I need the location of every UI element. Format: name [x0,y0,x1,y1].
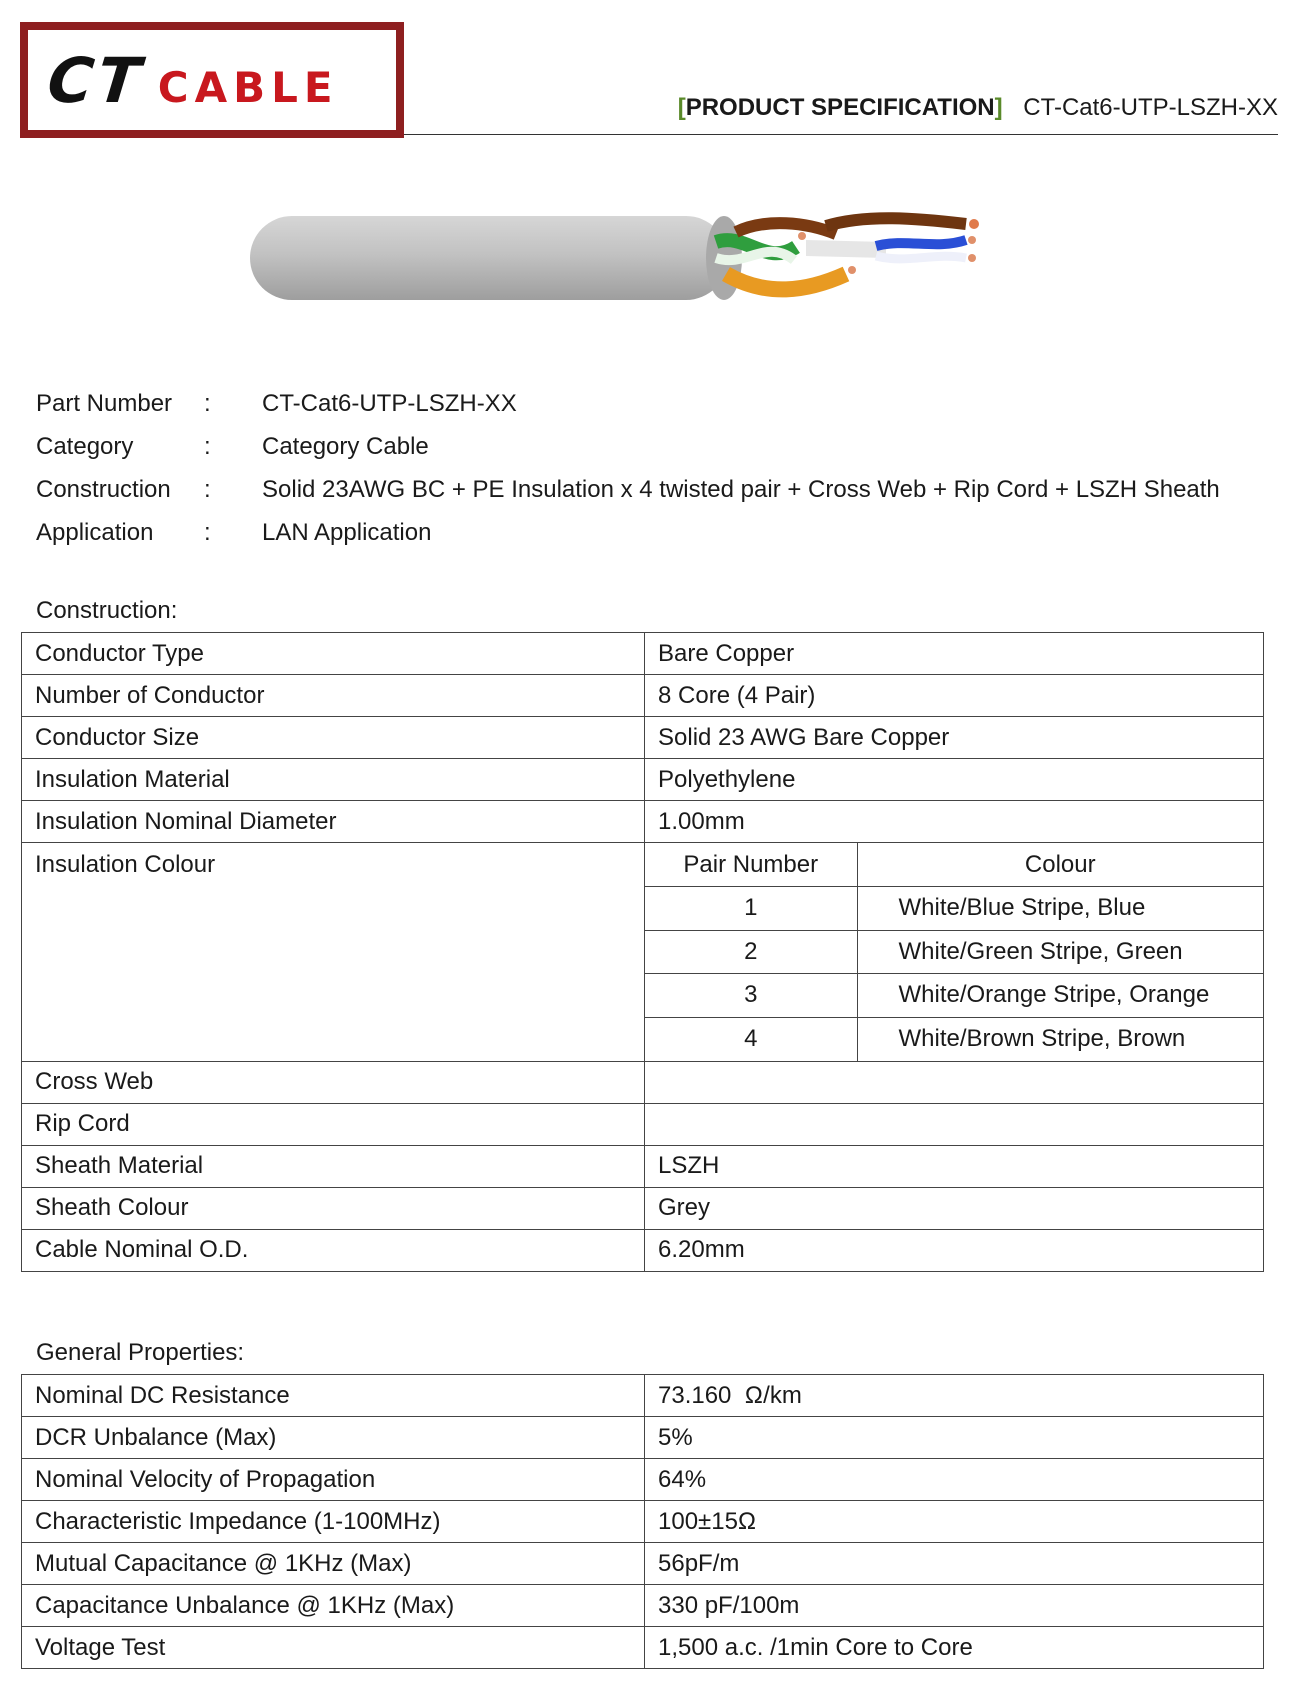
brown-conductor [969,219,979,229]
insulation-colour-row [22,843,1264,1062]
logo-inner [28,30,396,130]
pair-number: 2 [645,930,857,974]
table-row [22,1543,1264,1585]
cable-illustration [246,212,1046,322]
pair-colour-table [645,843,1263,1061]
table-key: Capacitance Unbalance @ 1KHz (Max) [22,1585,645,1627]
table-row [22,1585,1264,1627]
table-key: Conductor Size [22,717,645,759]
table-key: Sheath Colour [22,1187,645,1229]
table-row [22,717,1264,759]
logo-ct-text: CT [44,43,148,117]
table-row [22,1229,1264,1271]
table-value: 1,500 a.c. /1min Core to Core [645,1627,1264,1669]
pair-header-row [645,843,1263,887]
summary-key: Construction [36,475,171,503]
summary-value: LAN Application [262,518,432,546]
table-key: Mutual Capacitance @ 1KHz (Max) [22,1543,645,1585]
table-value: Grey [645,1187,1264,1229]
brown-pair-a [736,223,836,234]
header-part-number: CT-Cat6-UTP-LSZH-XX [1023,94,1278,121]
summary-value: Solid 23AWG BC + PE Insulation x 4 twisted pair + Cross Web + Rip Cord + LSZH Sheath [262,475,1220,503]
summary-row [36,382,1220,425]
table-key: DCR Unbalance (Max) [22,1417,645,1459]
table-key: Sheath Material [22,1145,645,1187]
insulation-colour-cell [645,843,1264,1062]
bracket-open: [ [677,94,686,121]
pair-row [645,974,1263,1018]
pair-number: 4 [645,1017,857,1061]
table-key: Cable Nominal O.D. [22,1229,645,1271]
table-value: 64% [645,1459,1264,1501]
table-row [22,1375,1264,1417]
table-value: 56pF/m [645,1543,1264,1585]
table-key: Voltage Test [22,1627,645,1669]
pair-colour: White/Brown Stripe, Brown [898,1025,1186,1052]
table-value: 330 pF/100m [645,1585,1264,1627]
table-row [22,633,1264,675]
table-key: Cross Web [22,1061,645,1103]
table-value: 100±15Ω [645,1501,1264,1543]
brown-pair-b [826,218,966,226]
pair-colour: White/Blue Stripe, Blue [857,887,1263,931]
table-value: LSZH [645,1145,1264,1187]
table-row [22,1501,1264,1543]
brand-logo [20,22,404,138]
summary-colon: : [204,475,211,503]
table-row [22,1145,1264,1187]
general-properties-table [21,1374,1264,1669]
pair-row [645,887,1263,931]
table-value: 5% [645,1417,1264,1459]
spec-label: PRODUCT SPECIFICATION [685,94,995,121]
blue-conductor [968,236,976,244]
table-value [645,1103,1264,1145]
table-row [22,1103,1264,1145]
table-value: 6.20mm [645,1229,1264,1271]
table-value [645,1061,1264,1103]
table-key: Number of Conductor [22,675,645,717]
pair-number: 1 [645,887,857,931]
pair-colour: White/Green Stripe, Green [857,930,1263,974]
construction-table [21,632,1264,1272]
table-value: 1.00mm [645,801,1264,843]
general-title: General Properties: [36,1339,245,1366]
blue-white-conductor [968,254,976,262]
sheath-shape [250,216,728,300]
table-row [22,1627,1264,1669]
table-row [22,1417,1264,1459]
summary-value: Category Cable [262,432,429,460]
construction-title: Construction: [36,597,178,624]
table-key: Insulation Colour [22,843,645,1062]
table-row [22,801,1264,843]
orange-conductor [848,266,856,274]
blue-pair [876,240,966,246]
table-key: Nominal DC Resistance [22,1375,645,1417]
orange-pair [726,274,846,289]
summary-key: Part Number [36,389,173,417]
document-header [678,94,1278,122]
table-key: Rip Cord [22,1103,645,1145]
table-key: Insulation Nominal Diameter [22,801,645,843]
table-value: 8 Core (4 Pair) [645,675,1264,717]
summary-row [36,468,1220,511]
cross-web [806,240,886,258]
pair-number-header: Pair Number [645,843,857,887]
summary-colon: : [204,389,211,417]
summary-key: Category [36,432,134,460]
table-value: Solid 23 AWG Bare Copper [645,717,1264,759]
table-row [22,1187,1264,1229]
table-value: 73.160 Ω/km [645,1375,1264,1417]
table-value: Polyethylene [645,759,1264,801]
summary-row [36,425,1220,468]
summary-block [36,382,1220,554]
header-divider [404,134,1278,135]
summary-key: Application [36,518,154,546]
summary-colon: : [204,518,211,546]
pair-number: 3 [645,974,857,1018]
bracket-close: ] [994,94,1003,121]
logo-cable-text: CABLE [157,62,339,112]
pair-colour: White/Orange Stripe, Orange [857,974,1263,1018]
green-conductor [798,232,806,240]
table-key: Nominal Velocity of Propagation [22,1459,645,1501]
colour-header: Colour [857,843,1263,887]
pair-row [645,1017,1263,1061]
table-row [22,1459,1264,1501]
table-key: Insulation Material [22,759,645,801]
summary-row [36,511,1220,554]
summary-value: CT-Cat6-UTP-LSZH-XX [262,389,517,417]
pair-row [645,930,1263,974]
table-row [22,675,1264,717]
table-row [22,1061,1264,1103]
table-value: Bare Copper [645,633,1264,675]
blue-white-wire [876,256,966,259]
summary-colon: : [204,432,211,460]
table-row [22,759,1264,801]
table-key: Characteristic Impedance (1-100MHz) [22,1501,645,1543]
table-key: Conductor Type [22,633,645,675]
